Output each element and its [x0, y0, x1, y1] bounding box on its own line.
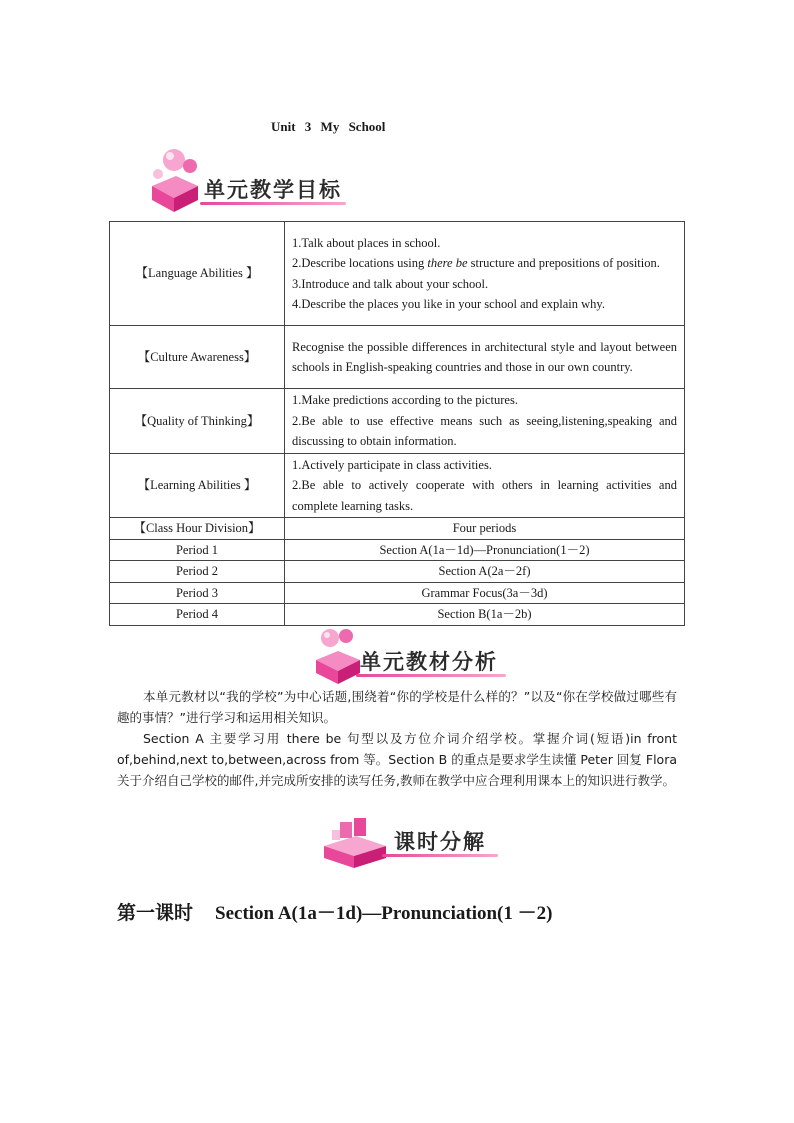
analysis-banner: [312, 624, 512, 688]
periods-banner-title: 课时分解: [394, 830, 486, 854]
goal-line: 4.Describe the places you like in your school and explain why.: [292, 297, 605, 311]
goal-line: 3.Introduce and talk about your school.: [292, 276, 489, 291]
row-label: Period 2: [110, 561, 285, 583]
row-label: Period 4: [110, 604, 285, 626]
row-content: Section A(2a－2f): [285, 561, 685, 583]
goal-line: 2.Be able to use effective means such as seeing,listening,speaking and discussing to obtain information.: [292, 413, 677, 448]
row-content: [285, 326, 685, 389]
row-label: 【Class Hour Division】: [110, 518, 285, 540]
lesson-heading-en: Section A(1a－1d)—Pronunciation(1 －2): [215, 903, 553, 924]
analysis-paragraph-2: Section A 主要学习用 there be 句型以及方位介词介绍学校。掌握介词(短语)in front of,behind,next to,between,across from 等。Section B 的重点是要求学生读懂 Peter 回复 Flora 关于介绍自己学校的邮件,并完成所安排的读写任务,教师在教学中应合理利用课本上的知识进行教学。: [117, 731, 677, 788]
row-label: 【Culture Awareness】: [110, 326, 285, 389]
row-content: [285, 453, 685, 518]
table-row: [110, 604, 685, 626]
row-label: Period 1: [110, 539, 285, 561]
goal-line: 1.Make predictions according to the pictures.: [292, 393, 518, 407]
row-content: [285, 222, 685, 326]
goals-banner-title: 单元教学目标: [204, 178, 342, 202]
table-row: [110, 389, 685, 454]
unit-goals-table: [109, 221, 685, 626]
row-content: Section A(1a－1d)—Pronunciation(1－2): [285, 539, 685, 561]
lesson-heading-cn: 第一课时: [117, 902, 194, 924]
periods-banner-underline: [382, 854, 498, 857]
row-label: 【Language Abilities 】: [110, 222, 285, 326]
row-content: Four periods: [285, 518, 685, 540]
goal-line: 2.Describe locations using there be structure and prepositions of position.: [292, 256, 660, 270]
goal-line: Recognise the possible differences in architectural style and layout between schools in English-speaking countries and those in our own country.: [292, 339, 677, 374]
goals-banner-underline: [200, 202, 346, 205]
analysis-banner-underline: [356, 674, 506, 677]
row-label: 【Learning Abilities 】: [110, 453, 285, 518]
unit-title: Unit 3 My School: [271, 119, 386, 134]
row-content: Grammar Focus(3a－3d): [285, 582, 685, 604]
analysis-paragraph-1: 本单元教材以“我的学校”为中心话题,围绕着“你的学校是什么样的？”以及“你在学校做过哪些有趣的事情？”进行学习和运用相关知识。: [117, 689, 677, 725]
periods-banner: [322, 816, 502, 880]
table-row: [110, 222, 685, 326]
table-row: [110, 561, 685, 583]
table-row: [110, 326, 685, 389]
analysis-banner-title: 单元教材分析: [360, 650, 498, 674]
goal-line: 1.Actively participate in class activities.: [292, 457, 492, 472]
row-label: 【Quality of Thinking】: [110, 389, 285, 454]
goal-line: 2.Be able to actively cooperate with others in learning activities and complete learning tasks.: [292, 478, 677, 513]
table-row: [110, 518, 685, 540]
row-content: Section B(1a－2b): [285, 604, 685, 626]
book-cube-icon: [146, 146, 206, 212]
row-label: Period 3: [110, 582, 285, 604]
row-content: [285, 389, 685, 454]
building-blocks-icon: [322, 816, 388, 868]
goal-line: 1.Talk about places in school.: [292, 235, 441, 250]
goals-banner: [146, 146, 346, 210]
table-row: [110, 453, 685, 518]
table-row: [110, 539, 685, 561]
lesson-heading: [117, 898, 552, 925]
table-row: [110, 582, 685, 604]
